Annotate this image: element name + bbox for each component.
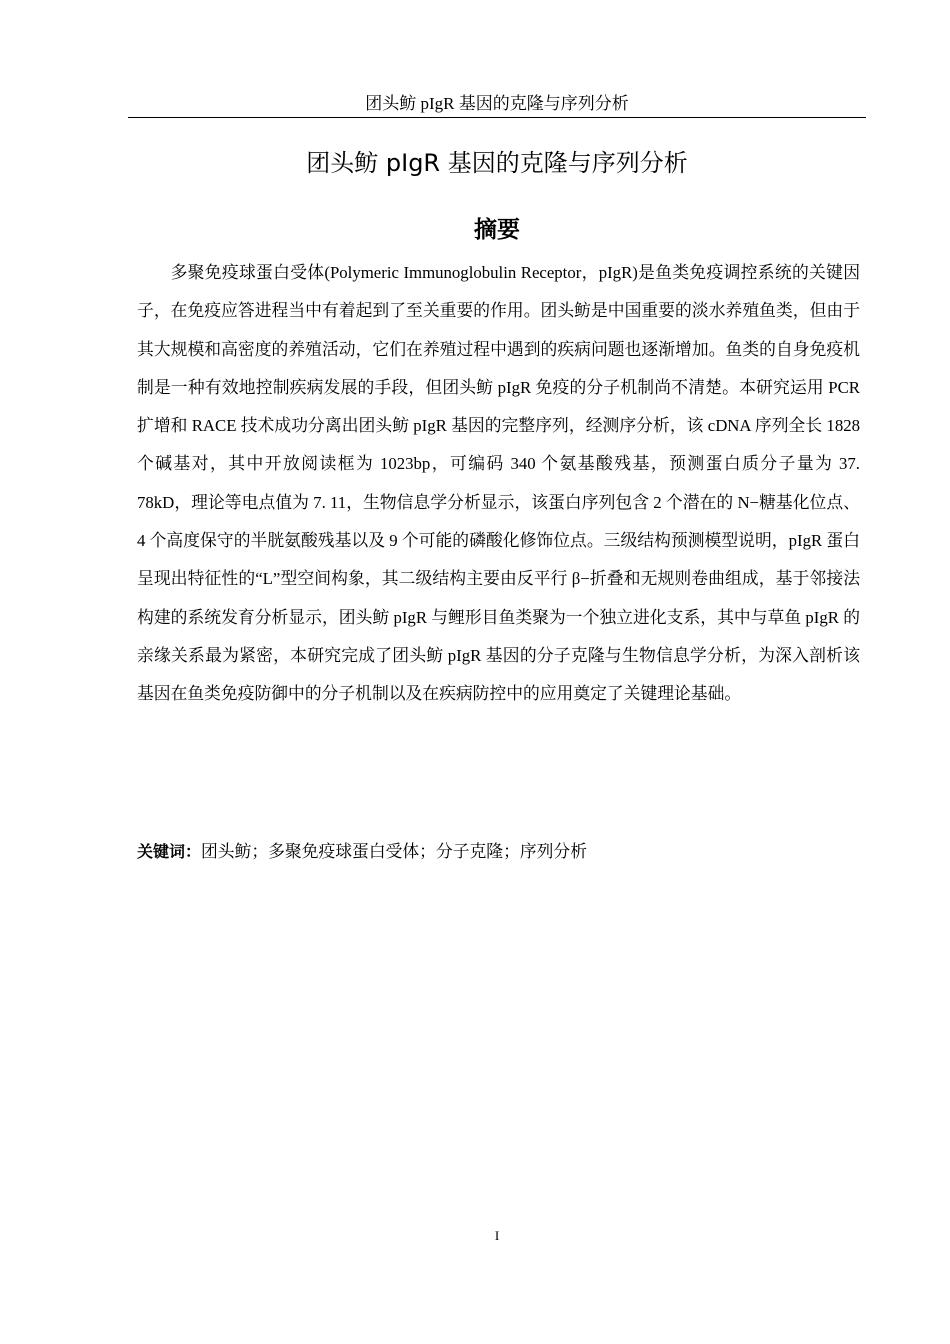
header-rule <box>128 117 866 118</box>
page-number: I <box>494 1228 500 1243</box>
abstract-body: 多聚免疫球蛋白受体(Polymeric Immunoglobulin Receptor，pIgR)是鱼类免疫调控系统的关键因子，在免疫应答进程当中有着起到了至关重要的作用。团头鲂是中国重要的淡水养殖鱼类，但由于其大规模和高密度的养殖活动，它们在养殖过程中遇到的疾病问题也逐渐增加。鱼类的自身免疫机制是一种有效地控制疾病发展的手段，但团头鲂 pIgR 免疫的分子机制尚不清楚。本研究运用 PCR 扩增和 RACE 技术成功分离出团头鲂 pIgR 基因的完整序列，经测序分析，该 cDNA 序列全长 1828 个碱基对，其中开放阅读框为 1023bp，可编码 340 个氨基酸残基，预测蛋白质分子量为 37. 78kD，理论等电点值为 7. 11，生物信息学分析显示，该蛋白序列包含 2 个潜在的 N−糖基化位点、4 个高度保守的半胱氨酸残基以及 9 个可能的磷酸化修饰位点。三级结构预测模型说明，pIgR 蛋白呈现出特征性的“L”型空间构象，其二级结构主要由反平行 β−折叠和无规则卷曲组成，基于邻接法构建的系统发育分析显示，团头鲂 pIgR 与鲤形目鱼类聚为一个独立进化支系，其中与草鱼 pIgR 的亲缘关系最为紧密，本研究完成了团头鲂 pIgR 基因的分子克隆与生物信息学分析，为深入剖析该基因在鱼类免疫防御中的分子机制以及在疾病防控中的应用奠定了关键理论基础。 <box>137 263 860 704</box>
keywords-text: 团头鲂；多聚免疫球蛋白受体；分子克隆；序列分析 <box>201 842 587 861</box>
keywords-line <box>137 837 860 867</box>
page-title: 团头鲂 pIgR 基因的克隆与序列分析 <box>306 149 688 177</box>
running-header: 团头鲂 pIgR 基因的克隆与序列分析 <box>365 94 629 113</box>
keywords-label: 关键词： <box>137 842 202 861</box>
abstract-heading: 摘要 <box>474 217 520 243</box>
